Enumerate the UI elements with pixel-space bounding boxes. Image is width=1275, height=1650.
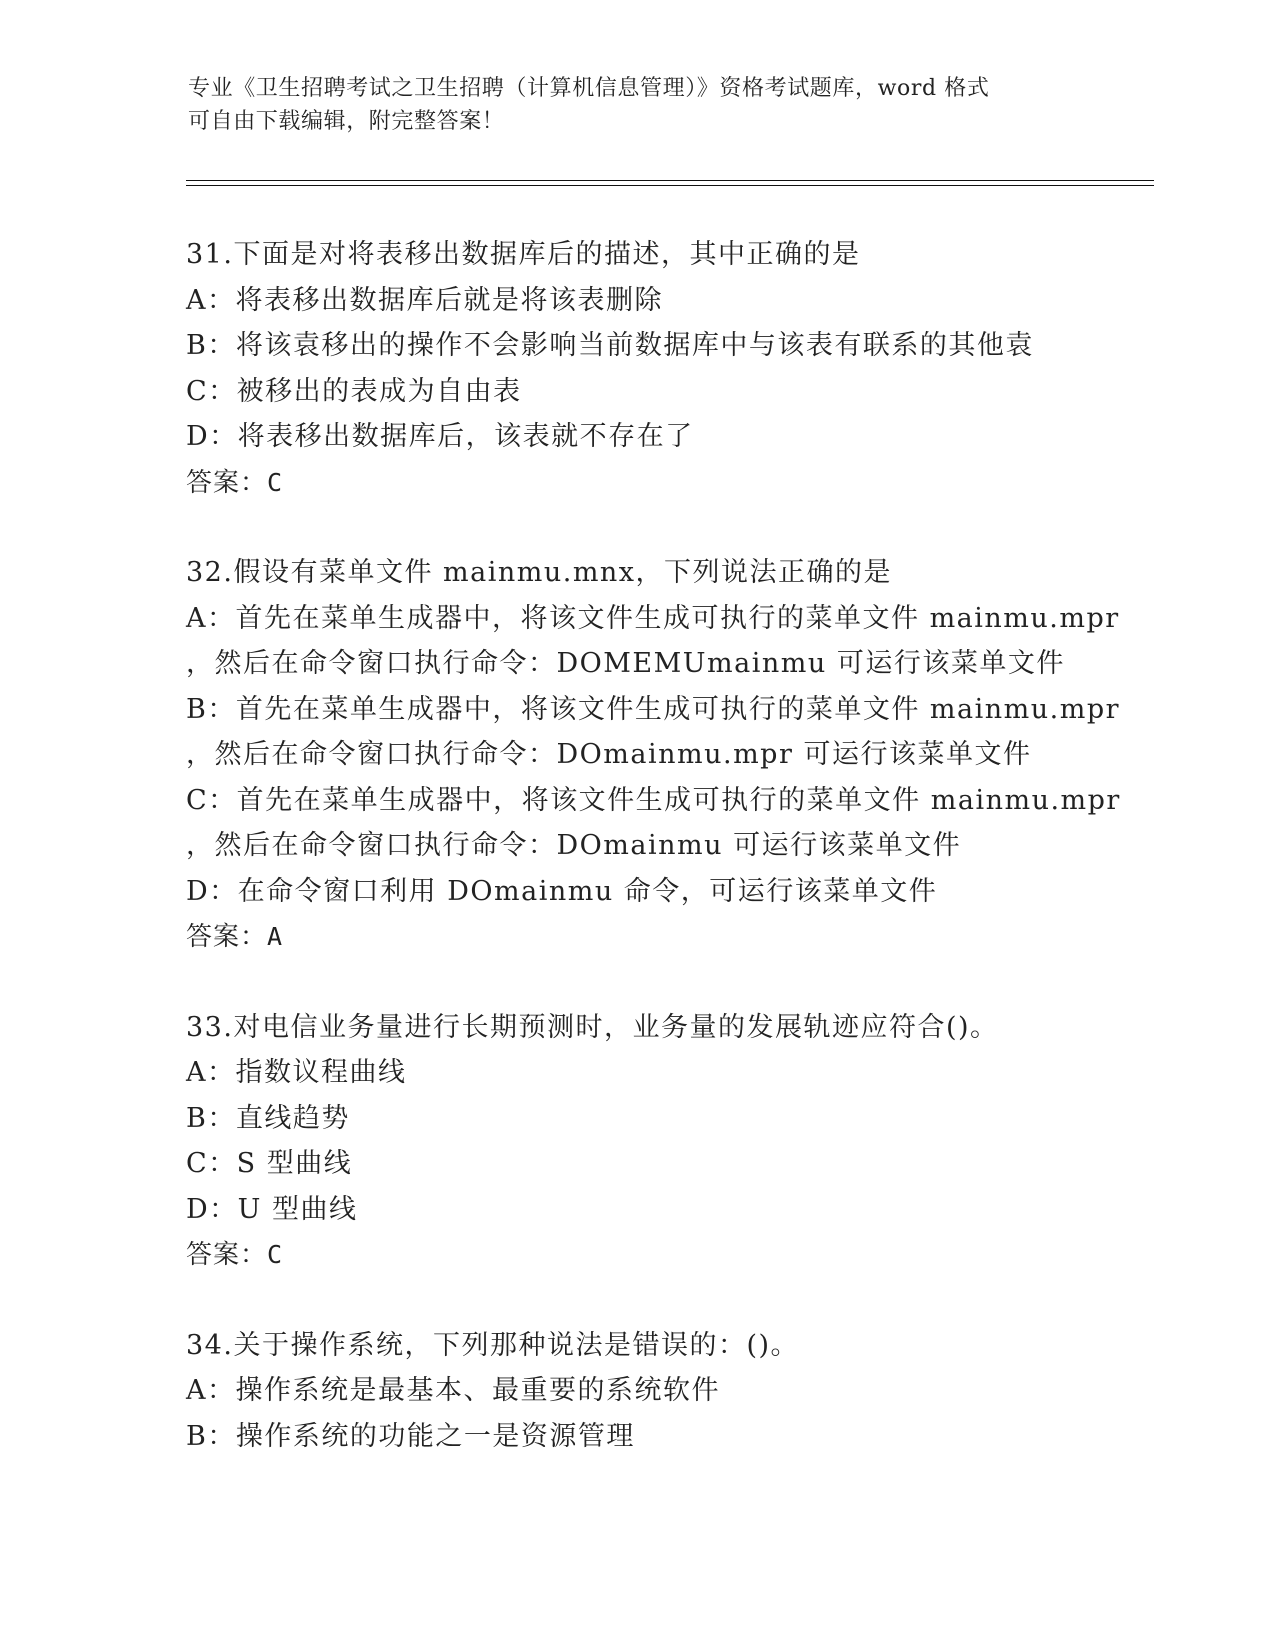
option-d: D：将表移出数据库后，该表就不存在了 xyxy=(186,421,694,452)
header-rule-top xyxy=(186,180,1154,181)
question-31 xyxy=(186,232,1106,505)
header-line-2: 可自由下载编辑，附完整答案！ xyxy=(188,109,505,134)
option-c: C：首先在菜单生成器中，将该文件生成可执行的菜单文件 mainmu.mpr xyxy=(186,784,1121,816)
option-d: D：U 型曲线 xyxy=(186,1193,358,1225)
answer-label: 答案： xyxy=(186,1240,268,1270)
option-d: D：在命令窗口利用 DOmainmu 命令，可运行该菜单文件 xyxy=(186,875,938,907)
option-b-continued: ，然后在命令窗口执行命令：DOmainmu.mpr 可运行该菜单文件 xyxy=(186,739,1032,770)
option-a: A：操作系统是最基本、最重要的系统软件 xyxy=(186,1375,720,1406)
option-a-continued: ，然后在命令窗口执行命令：DOMEMUmainmu 可运行该菜单文件 xyxy=(186,648,1065,679)
option-b: B：首先在菜单生成器中，将该文件生成可执行的菜单文件 mainmu.mpr xyxy=(186,693,1121,725)
answer-label: 答案： xyxy=(186,467,268,498)
answer-label: 答案： xyxy=(186,922,268,952)
option-b: B：将该袁移出的操作不会影响当前数据库中与该表有联系的其他袁 xyxy=(186,330,1034,361)
option-b: B：直线趋势 xyxy=(186,1102,350,1134)
question-34 xyxy=(186,1323,1106,1460)
question-stem: 31.下面是对将表移出数据库后的描述，其中正确的是 xyxy=(186,239,861,270)
question-list xyxy=(186,232,1121,1504)
option-c: C：被移出的表成为自由表 xyxy=(186,375,522,407)
answer xyxy=(186,1232,1106,1278)
question-stem: 32.假设有菜单文件 mainmu.mnx，下列说法正确的是 xyxy=(186,557,893,588)
option-a: A：首先在菜单生成器中，将该文件生成可执行的菜单文件 mainmu.mpr xyxy=(186,602,1120,634)
header-line-1: 专业《卫生招聘考试之卫生招聘（计算机信息管理）》资格考试题库，word 格式 xyxy=(188,76,990,101)
option-b: B：操作系统的功能之一是资源管理 xyxy=(186,1420,635,1452)
option-a: A：将表移出数据库后就是将该表删除 xyxy=(186,284,663,316)
answer-value: C xyxy=(267,467,284,497)
document-header xyxy=(188,72,1088,138)
answer-value: A xyxy=(267,922,284,951)
question-33 xyxy=(186,1005,1106,1278)
option-a: A：指数议程曲线 xyxy=(186,1057,407,1088)
question-32 xyxy=(186,550,1121,960)
answer-value: C xyxy=(267,1240,284,1269)
option-c-continued: ，然后在命令窗口执行命令：DOmainmu 可运行该菜单文件 xyxy=(186,830,962,861)
question-stem: 34.关于操作系统，下列那种说法是错误的：()。 xyxy=(186,1329,800,1361)
answer xyxy=(186,460,1106,506)
question-stem: 33.对电信业务量进行长期预测时，业务量的发展轨迹应符合()。 xyxy=(186,1011,999,1043)
option-c: C：S 型曲线 xyxy=(186,1148,353,1179)
answer xyxy=(186,914,1106,960)
header-rule-bottom xyxy=(186,185,1154,186)
